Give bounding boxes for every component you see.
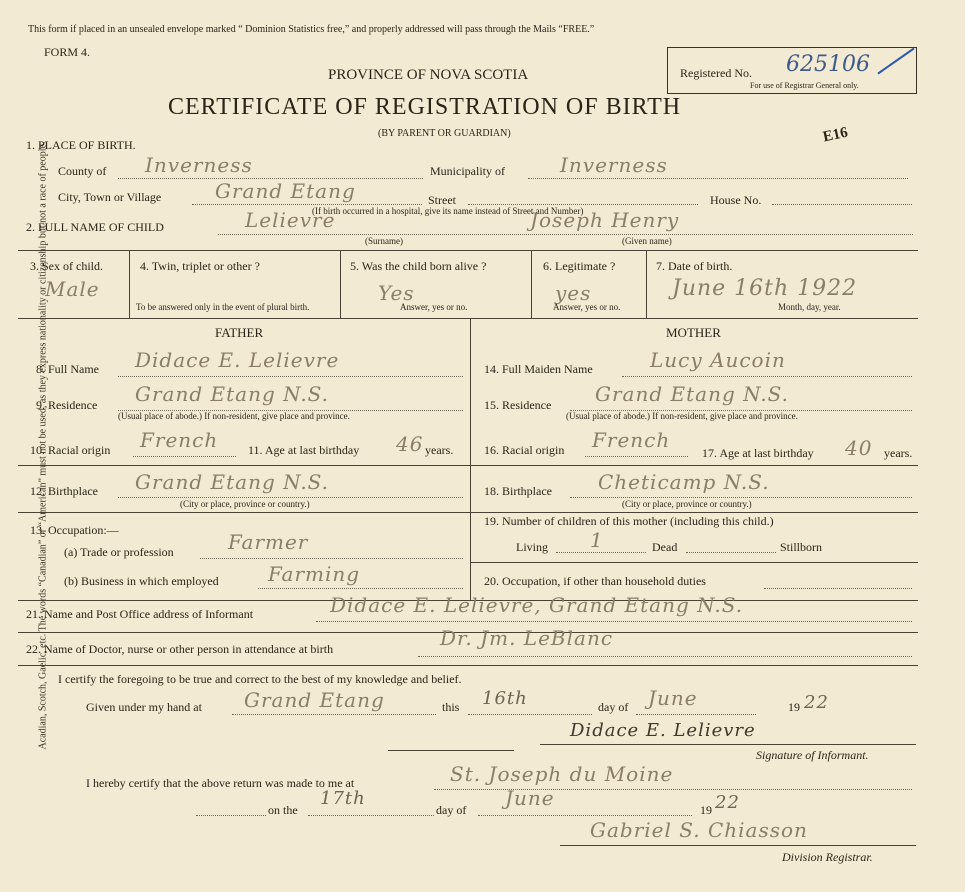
county-label: County of xyxy=(58,164,107,178)
province-heading: PROVINCE OF NOVA SCOTIA xyxy=(328,67,529,83)
father-name-label: 8. Full Name xyxy=(36,362,99,376)
father-age-unit: years. xyxy=(425,443,454,457)
living-value: 1 xyxy=(590,528,604,552)
postal-note: This form if placed in an unsealed envelope marked “ Dominion Statistics free,” and properly addressed will pass through the Mails “FREE.” xyxy=(28,24,595,35)
municipality-value: Inverness xyxy=(560,153,668,177)
sex-label: 3. Sex of child. xyxy=(30,259,103,273)
side-note: Acadian, Scotch, Gaelic, etc. The words “Canadian” or “American” must not be used, as they express nationality or citizenship but not a race of people. xyxy=(37,141,49,750)
business-value: Farming xyxy=(268,562,361,586)
business-label: (b) Business in which employed xyxy=(64,574,219,588)
given-caption: (Given name) xyxy=(622,236,672,246)
given-year: 22 xyxy=(804,692,829,713)
registrar-month: June xyxy=(505,786,555,810)
corner-mark: E16 xyxy=(821,124,850,146)
surname-caption: (Surname) xyxy=(365,236,403,246)
given-place: Grand Etang xyxy=(244,688,385,712)
attendant-label: 22. Name of Doctor, nurse or other person in attendance at birth xyxy=(26,642,334,656)
given-day-of-label: day of xyxy=(598,700,629,714)
child-given-name: Joseph Henry xyxy=(530,208,680,232)
registrar-day-of-label: day of xyxy=(436,803,467,817)
mother-birthplace-value: Cheticamp N.S. xyxy=(598,470,770,494)
mother-birthplace-note: (City or place, province or country.) xyxy=(622,499,752,509)
registration-box xyxy=(667,47,917,94)
father-heading: FATHER xyxy=(215,325,264,340)
mother-residence-label: 15. Residence xyxy=(484,398,552,412)
trade-value: Farmer xyxy=(228,530,309,554)
sex-value: Male xyxy=(45,277,100,301)
checkmark-icon xyxy=(877,48,914,75)
father-race-value: French xyxy=(140,428,219,452)
twin-note: To be answered only in the event of plural birth. xyxy=(136,302,310,312)
city-value: Grand Etang xyxy=(215,179,356,203)
mother-age-label: 17. Age at last birthday xyxy=(702,446,814,460)
registrar-statement: I hereby certify that the above return was made to me at xyxy=(86,776,355,790)
mother-name-label: 14. Full Maiden Name xyxy=(484,362,593,376)
registrar-caption: Division Registrar. xyxy=(782,850,873,864)
twin-label: 4. Twin, triplet or other ? xyxy=(140,259,260,273)
registrar-year-prefix: 19 xyxy=(700,803,712,817)
trade-label: (a) Trade or profession xyxy=(64,545,174,559)
registered-note: For use of Registrar General only. xyxy=(750,81,859,90)
registrar-year: 22 xyxy=(715,792,740,813)
informant-signature: Didace E. Lelievre xyxy=(570,720,756,741)
legitimate-note: Answer, yes or no. xyxy=(553,302,621,312)
city-label: City, Town or Village xyxy=(58,190,162,204)
informant-caption: Signature of Informant. xyxy=(756,748,869,762)
given-label: Given under my hand at xyxy=(86,700,202,714)
child-name-label: 2. FULL NAME OF CHILD xyxy=(26,220,164,234)
registered-number: 625106 xyxy=(786,52,870,77)
mother-age-value: 40 xyxy=(845,436,873,460)
father-age-value: 46 xyxy=(396,432,424,456)
attendant-value: Dr. Jm. LeBlanc xyxy=(440,626,614,650)
father-birthplace-value: Grand Etang N.S. xyxy=(135,470,330,494)
informant-label: 21. Name and Post Office address of Informant xyxy=(26,607,254,621)
this-label: this xyxy=(442,700,460,714)
certificate-subtitle: (BY PARENT OR GUARDIAN) xyxy=(378,128,511,139)
mother-heading: MOTHER xyxy=(666,325,721,340)
legitimate-value: yes xyxy=(555,281,592,305)
county-value: Inverness xyxy=(145,153,253,177)
registrar-day: 17th xyxy=(320,788,366,809)
father-race-label: 10. Racial origin xyxy=(30,443,111,457)
certification-statement: I certify the foregoing to be true and correct to the best of my knowledge and belief. xyxy=(58,672,462,686)
date-label: 7. Date of birth. xyxy=(656,259,733,273)
mother-race-label: 16. Racial origin xyxy=(484,443,565,457)
informant-value: Didace E. Lelievre, Grand Etang N.S. xyxy=(330,593,744,617)
municipality-label: Municipality of xyxy=(430,164,505,178)
date-value: June 16th 1922 xyxy=(672,276,858,301)
stillborn-label: Stillborn xyxy=(780,540,823,554)
children-count-label: 19. Number of children of this mother (including this child.) xyxy=(484,514,774,528)
alive-value: Yes xyxy=(378,281,415,305)
child-surname: Lelievre xyxy=(245,208,336,232)
living-label: Living xyxy=(516,540,548,554)
father-residence-label: 9. Residence xyxy=(36,398,98,412)
street-note: (If birth occurred in a hospital, give its name instead of Street and Number) xyxy=(312,206,584,216)
registered-label: Registered No. xyxy=(680,66,752,80)
father-residence-note: (Usual place of abode.) If non-resident, give place and province. xyxy=(118,411,350,421)
date-note: Month, day, year. xyxy=(778,302,841,312)
dead-label: Dead xyxy=(652,540,678,554)
father-age-label: 11. Age at last birthday xyxy=(248,443,360,457)
given-day: 16th xyxy=(482,688,528,709)
form-number: FORM 4. xyxy=(44,45,91,59)
registrar-signature: Gabriel S. Chiasson xyxy=(590,818,808,842)
certificate-title: CERTIFICATE OF REGISTRATION OF BIRTH xyxy=(168,94,682,120)
mother-race-value: French xyxy=(592,428,671,452)
occupation-label: 13. Occupation:— xyxy=(30,523,119,537)
on-the-label: on the xyxy=(268,803,298,817)
legitimate-label: 6. Legitimate ? xyxy=(543,259,616,273)
mother-residence-note: (Usual place of abode.) If non-resident, give place and province. xyxy=(566,411,798,421)
mother-name-value: Lucy Aucoin xyxy=(650,348,786,372)
alive-note: Answer, yes or no. xyxy=(400,302,468,312)
father-name-value: Didace E. Lelievre xyxy=(135,348,340,372)
mother-residence-value: Grand Etang N.S. xyxy=(595,382,790,406)
registrar-place: St. Joseph du Moine xyxy=(450,762,674,786)
father-birthplace-label: 12. Birthplace xyxy=(30,484,98,498)
father-residence-value: Grand Etang N.S. xyxy=(135,382,330,406)
house-label: House No. xyxy=(710,193,762,207)
given-year-prefix: 19 xyxy=(788,700,800,714)
alive-label: 5. Was the child born alive ? xyxy=(350,259,487,273)
mother-birthplace-label: 18. Birthplace xyxy=(484,484,552,498)
father-birthplace-note: (City or place, province or country.) xyxy=(180,499,310,509)
given-month: June xyxy=(648,686,698,710)
mother-occupation-label: 20. Occupation, if other than household duties xyxy=(484,574,706,588)
place-of-birth-heading: 1. PLACE OF BIRTH. xyxy=(26,138,136,152)
street-label: Street xyxy=(428,193,456,207)
mother-age-unit: years. xyxy=(884,446,913,460)
